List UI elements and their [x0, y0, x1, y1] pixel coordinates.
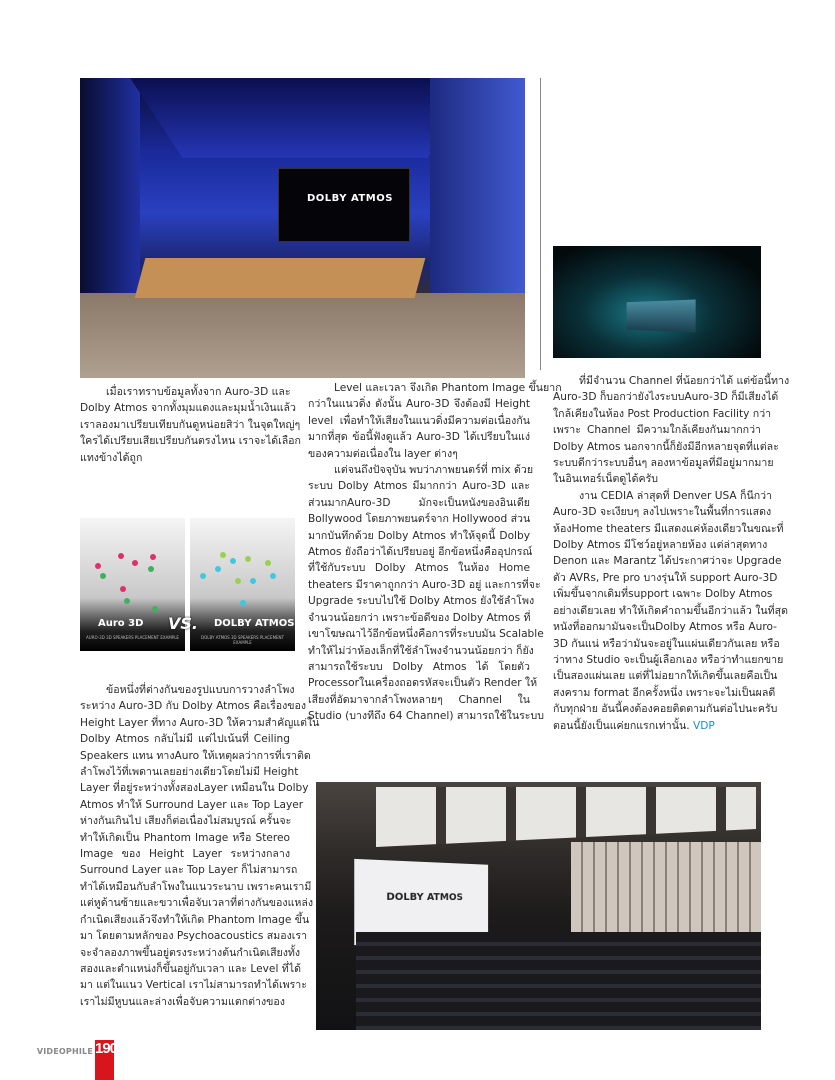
column-divider — [540, 78, 541, 370]
text-line: ที่มีจำนวน Channel ที่น้อยกว่าได้ แต่ข้อนี้ทาง — [579, 375, 790, 387]
text-line: สองและตำแหน่งก็ขึ้นอยู่กับเวลา และ Level ที่ได้ — [80, 962, 301, 975]
text-line: ใกล้เคียงในห้อง Post Production Facility กว่า — [553, 407, 772, 420]
vs-label: VS. — [168, 614, 198, 633]
auro-caption: AURO-3D 3D SPEAKERS PLACEMENT EXAMPLE — [86, 635, 179, 640]
text-line: Auro-3D ก็บอกว่ายังไงระบบAuro-3D ก็มีเสียงได้ — [553, 391, 779, 404]
text-line: ห้องHome theaters มีแสดงแค่ห้องเดียวในขณะที่ — [553, 522, 784, 535]
dolby-atmos-logo: DOLBY ATMOS — [214, 618, 295, 629]
cinema-seats — [356, 932, 761, 1030]
text-line: Auro-3D จะเงียบๆ ลงไปเพราะในพื้นที่การแสดง — [553, 506, 772, 519]
paragraph — [308, 380, 562, 462]
text-line: Height Layer ที่ทาง Auro-3D ให้ความสำคัญแต่ใน — [80, 716, 320, 729]
auro-vs-dolby-comparison-image — [80, 518, 295, 651]
text-line: มา โดยตามหลักของ Psychoacoustics สมองเรา — [80, 930, 308, 943]
text-line: Bollywood โดยภาพยนตร์จาก Hollywood ส่วน — [308, 513, 531, 526]
text-line: แทงข้างได้ถูก — [80, 451, 143, 464]
text-line: เพราะ Channel มีความใกล้เคียงกันมากกว่า — [553, 424, 761, 437]
paragraph — [80, 682, 320, 1010]
text-line: ในอินเทอร์เน็ตดูได้ครับ — [553, 473, 659, 486]
text-line: Dolby Atmos จากทั้งมุมแดงและมุมน้ำเงินแล้ว — [80, 402, 296, 415]
text-line: ระบบ Dolby Atmos มีมากกว่า Auro-3D และ — [308, 480, 530, 493]
text-line: Atmos ทำให้ Surround Layer และ Top Layer — [80, 798, 304, 811]
dolby-atmos-cinema-photo — [316, 782, 761, 1030]
text-line: Denon และ Marantz ได้ประกาศว่าจะ Upgrade — [553, 555, 782, 568]
text-line: ระบบดีกว่าระบบอื่นๆ ลองหาข้อมูลที่มีอยู่มากมาย — [553, 457, 774, 470]
paragraph — [80, 384, 301, 466]
text-line: ทำได้เหมือนกับลำโพงในแนวระนาบ เพราะคนเรามี — [80, 880, 312, 893]
text-line: ส่วนมากAuro-3D มักจะเป็นหนังของอินเดีย — [308, 496, 530, 509]
article-column-2 — [308, 380, 562, 725]
text-line: ทำให้เกิดเป็น Phantom Image หรือ Stereo — [80, 831, 290, 844]
text-line: ใครได้เปรียบเสียเปรียบกันตรงไหน เราจะได้เลือก — [80, 435, 301, 448]
text-line: สงคราม format อีกครั้งหนึ่ง เพราะจะไม่เป็นผลดี — [553, 686, 776, 699]
cinema-screen-logo: DOLBY ATMOS — [386, 891, 463, 904]
text-line: Layer ที่อยู่ระหว่างทั้งสองLayer เหมือนใน Dolby — [80, 782, 309, 795]
text-line: กว่าในแนวดิ่ง ดังนั้น Auro-3D จึงต้องมี Height — [308, 398, 530, 411]
text-line: เขาโฆษณาไว้อีกข้อหนึ่งคือการที่ระบบมัน Scalable — [308, 628, 544, 641]
text-line: theaters มีราคาถูกกว่า Auro-3D อยู่ และการที่จะ — [308, 578, 541, 591]
text-line: Level และเวลา จึงเกิด Phantom Image ขึ้นยาก — [334, 382, 562, 394]
text-line: 3D กันแน่ หรือว่ามันจะอยู่ในแผ่นเดียวกันเลย หรือ — [553, 637, 780, 650]
studio-screen-logo: DOLBY ATMOS — [307, 193, 393, 204]
studio-ceiling — [130, 78, 480, 158]
text-line: มากที่สุด ข้อนี้ฟังดูแล้ว Auro-3D ได้เปรียบในแง่ — [308, 431, 530, 444]
page-footer — [0, 1040, 118, 1080]
text-line: ตัว AVRs, Pre pro บางรุ่นให้ support Auro-3D — [553, 571, 778, 584]
magazine-brand: VIDEOPHILE — [36, 1047, 93, 1056]
text-line: Processorในเครื่องถอดรหัสจะเป็นตัว Render ให้ — [308, 677, 538, 690]
text-line: เราลองมาเปรียบเทียบกันดูหน่อยสิว่า ในจุดใหญ่ๆ — [80, 418, 301, 431]
text-line: Dolby Atmos กลับไม่มี แต่ไปเน้นที่ Ceiling — [80, 733, 290, 746]
text-line: เมื่อเราทราบข้อมูลทั้งจาก Auro-3D และ — [106, 386, 291, 398]
text-line: งาน CEDIA ล่าสุดที่ Denver USA ก็นีกว่า — [579, 489, 773, 502]
text-line: มากบันทึกด้วย Dolby Atmos ทำให้จุดนี้ Dolby — [308, 529, 530, 542]
text-line: ข้อหนึ่งที่ต่างกันของรูปแบบการวางลำโพง — [106, 684, 295, 696]
author-signature: VDP — [692, 719, 715, 732]
text-line: ที่ใช้กับระบบ Dolby Atmos ในห้อง Home — [308, 562, 530, 575]
text-line: level เพื่อทำให้เสียงในแนวดิ่งมีความต่อเนื่องกัน — [308, 414, 530, 427]
text-line: ของความต่อเนื่องใน layer ต่างๆ — [308, 447, 458, 460]
closing-text: ตอนนี้ยังเป็นแค่ยกแรกเท่านั้น. — [553, 719, 690, 732]
text-line: หนังที่ออกมามันจะเป็นDolby Atmos หรือ Auro- — [553, 621, 777, 634]
text-line: เราไม่มีหูบนและล่างเพื่อจับความแตกต่างของ — [80, 995, 285, 1008]
home-theater-screen — [627, 299, 696, 332]
text-line: Surround Layer และ Top Layer ก็ไม่สามารถ — [80, 864, 298, 877]
text-line: กับทุกฝ่าย อันนี้คงต้องคอยติดตามกันต่อไปนะครับ — [553, 703, 778, 716]
text-line: ห่างกันเกินไป เสียงก็ต่อเนื่องไม่สมบูรณ์ ครั้นจะ — [80, 815, 292, 828]
studio-mixing-desk — [135, 258, 426, 298]
article-column-1-continued — [80, 682, 320, 1010]
text-line: Image ของ Height Layer ระหว่างกลาง — [80, 848, 290, 861]
text-line: แต่หูด้านซ้ายและขวาเพื่อจับเวลาที่ต่างกันของแหล่ง — [80, 897, 314, 910]
text-line: มา แต่ในแนว Vertical เราไม่สามารถทำได้เพราะ — [80, 979, 307, 992]
text-line: ทำให้ไม่ว่าห้องเล็กที่ใช้ลำโพงจำนวนน้อยกว่า ก็ยัง — [308, 644, 534, 657]
text-line: Upgrade ระบบไปใช้ Dolby Atmos ยังใช้ลำโพง — [308, 595, 535, 608]
article-column-1 — [80, 384, 301, 466]
studio-screen — [278, 168, 410, 242]
text-line: ลำโพงไว้ที่เพดานเลยอย่างเดียวโดยไม่มี Height — [80, 766, 299, 779]
text-line: กำเนิดเสียงแล้วจึงทำให้เกิด Phantom Image ขึ้น — [80, 913, 310, 926]
dolby-caption: DOLBY ATMOS 3D SPEAKERS PLACEMENT EXAMPLE — [201, 635, 284, 645]
dolby-atmos-studio-photo — [80, 78, 525, 378]
text-line: เสียงที่อัดมาจากลำโพงหลายๆ Channel ใน — [308, 693, 530, 706]
paragraph — [553, 373, 790, 488]
text-line: จะจำลองภาพขึ้นอยู่ตรงระหว่างต้นกำเนิดเสียงทั้ง — [80, 946, 301, 959]
home-theater-photo — [553, 246, 761, 358]
text-line: ระหว่าง Auro-3D กับ Dolby Atmos คือเรื่องของ — [80, 700, 307, 713]
text-line: อย่างเดียวเลย ทำให้เกิดคำถามขึ้นอีกว่าแล้ว ในที่สุด — [553, 604, 788, 617]
text-line: Dolby Atmos นอกจากนี้ก็ยังมีอีกหลายจุดที่แต่ละ — [553, 440, 779, 453]
text-line: จำนวนน้อยกว่า เพราะข้อดีของ Dolby Atmos ที่ — [308, 611, 531, 624]
text-line: Atmos ยังถือว่าได้เปรียบอยู่ อีกข้อหนึ่งคืออุปกรณ์ — [308, 546, 533, 559]
article-column-3 — [553, 373, 790, 734]
text-line: Speakers แทน ทางAuro ให้เหตุผลว่าการที่เราติด — [80, 749, 311, 762]
text-line: ว่าทาง Studio จะเป็นผู้เลือกเอง หรือว่าทำแยกขาย — [553, 653, 784, 666]
cinema-ceiling-panels — [376, 787, 756, 847]
dolby-speaker-diagram — [190, 518, 295, 651]
paragraph — [553, 488, 788, 718]
text-line: Dolby Atmos มีโชว์อยู่หลายห้อง แต่ล่าสุดทาง — [553, 539, 768, 552]
text-line: เป็นสองแผ่นเลย แต่ที่ไม่อยากให้เกิดขึ้นเลยคือเป็น — [553, 670, 778, 683]
text-line: สามารถใช้ระบบ Dolby Atmos ได้ โดยตัว — [308, 660, 530, 673]
paragraph — [308, 462, 544, 725]
text-line: เพิ่มขึ้นจากเดิมที่support เฉพาะ Dolby Atmos — [553, 588, 773, 601]
auro-3d-logo: Auro 3D — [98, 618, 144, 629]
text-line — [553, 718, 761, 734]
studio-floor — [80, 293, 525, 378]
text-line: แต่จนถึงปัจจุบัน พบว่าภาพยนตร์ที่ mix ด้วย — [334, 464, 534, 477]
page-number: 190 — [95, 1040, 114, 1080]
text-line: Studio (บางทีถึง 64 Channel) สามารถใช้ในระบบ — [308, 710, 544, 723]
